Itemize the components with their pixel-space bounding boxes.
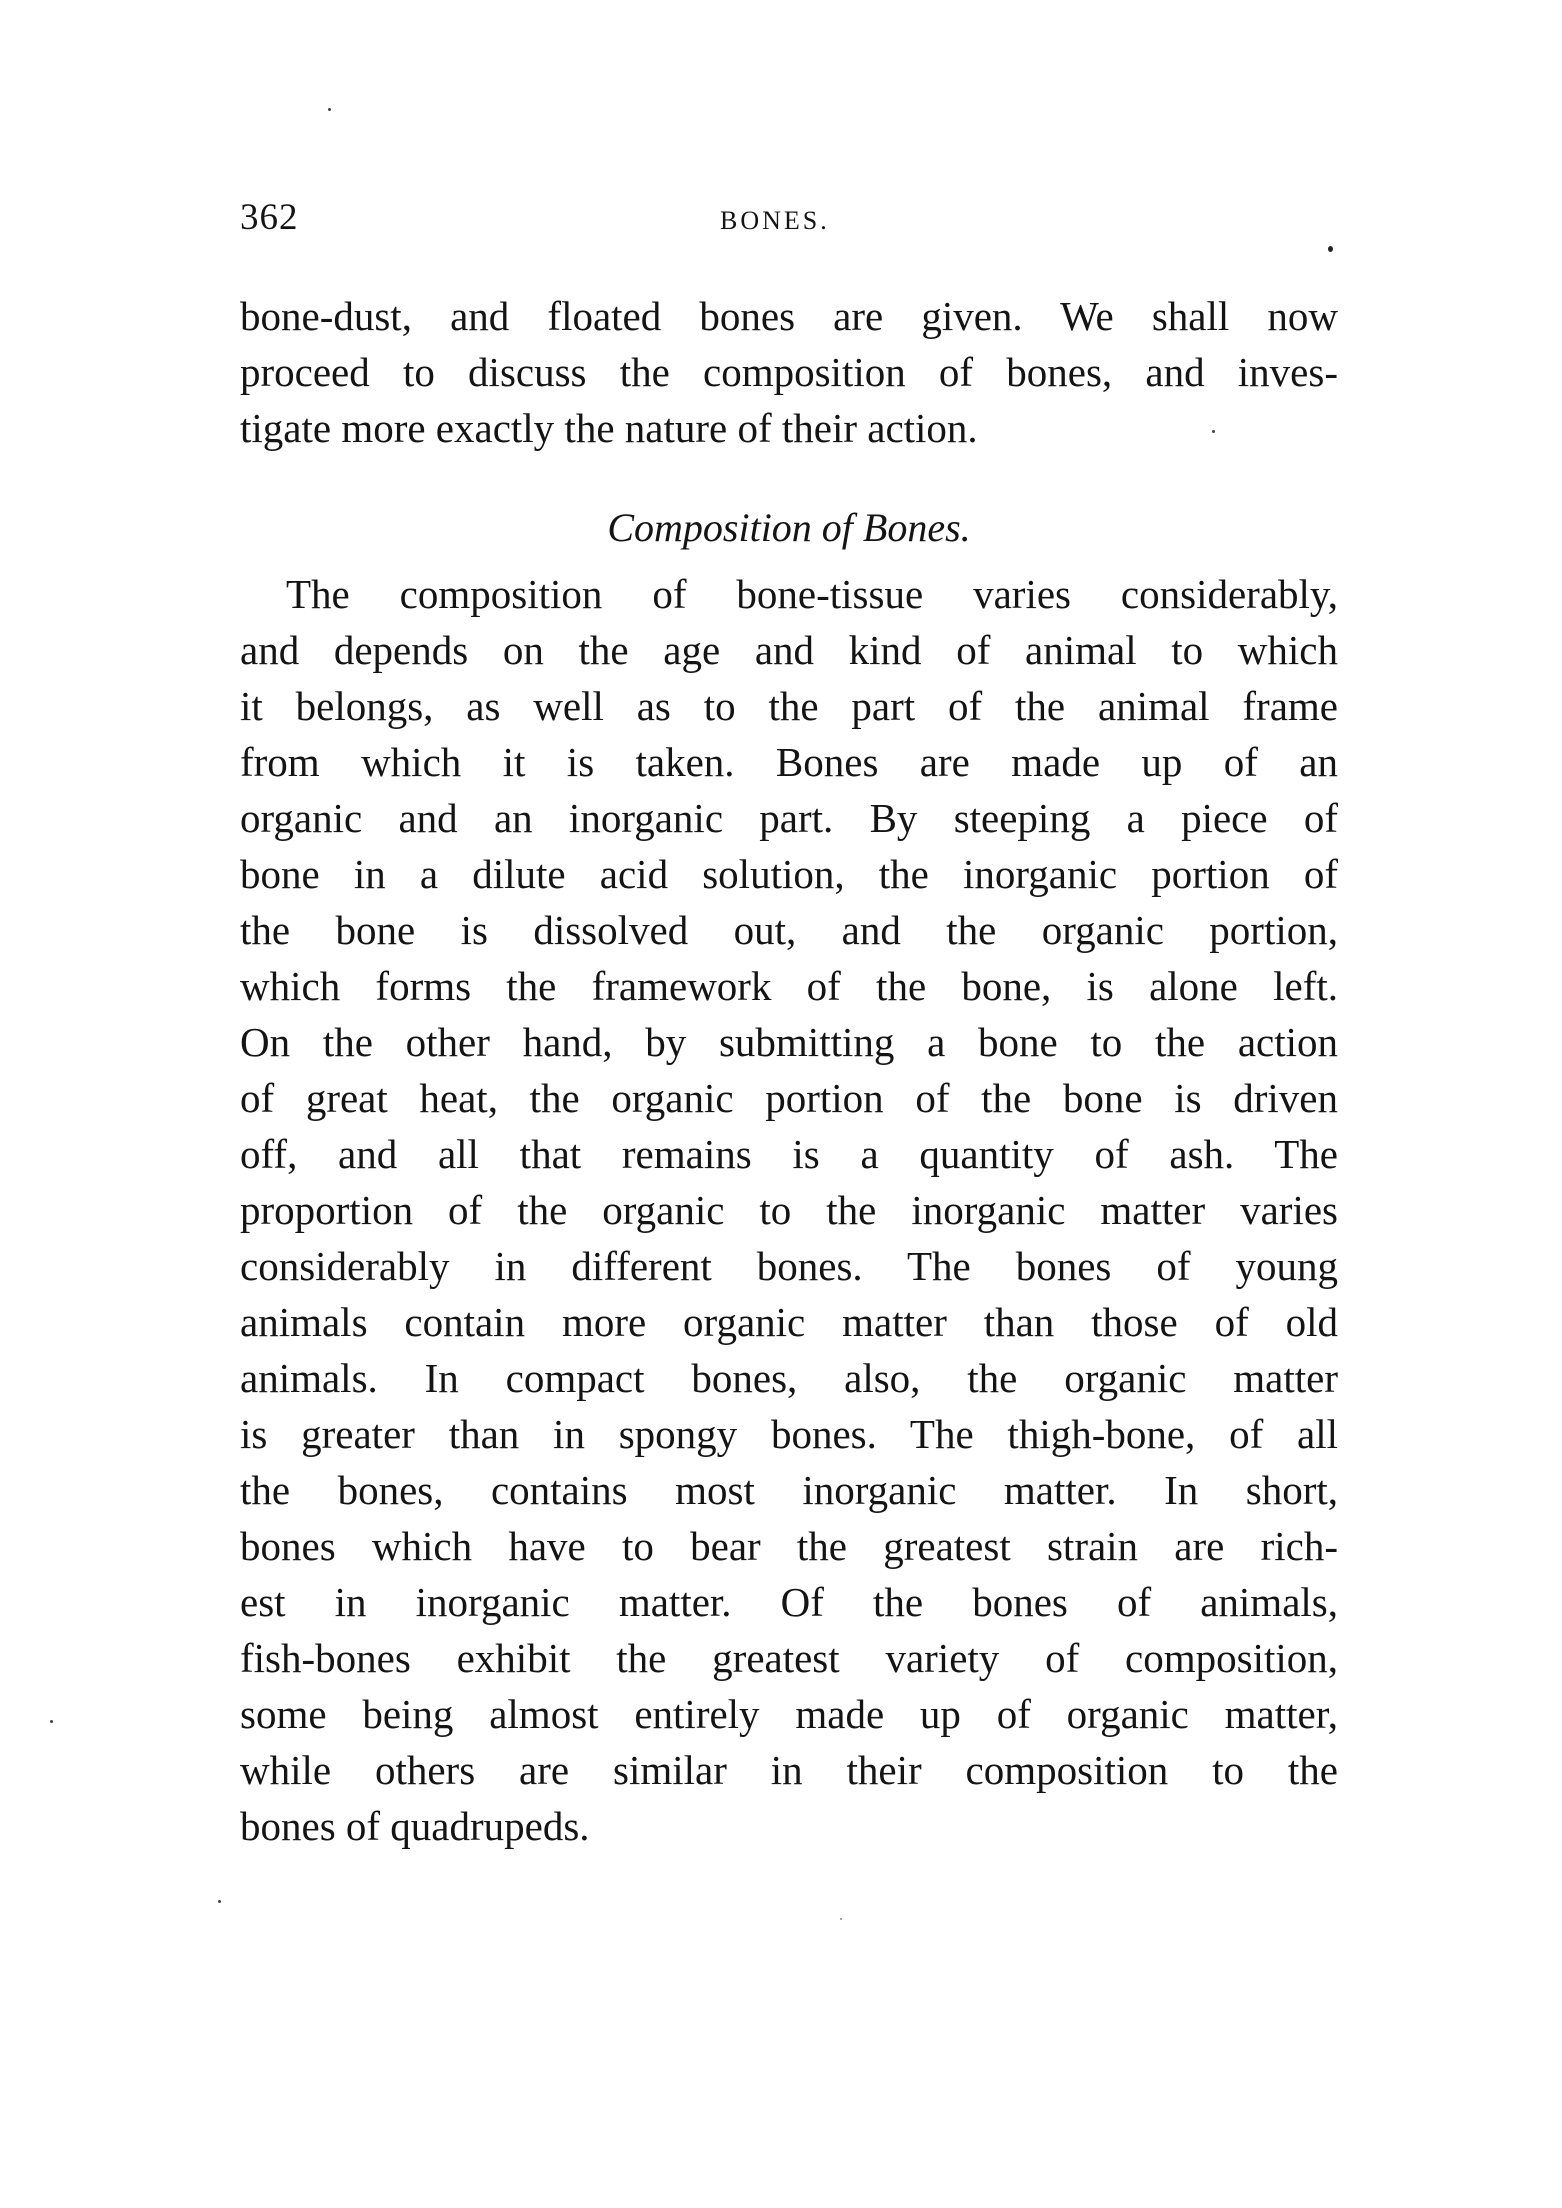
text-line: proceed to discuss the composition of bones, and inves- — [240, 349, 1338, 395]
text-line: off, and all that remains is a quantity of ash. The — [240, 1131, 1338, 1177]
scan-speck — [50, 1720, 53, 1723]
text-line: proportion of the organic to the inorganic matter varies — [240, 1187, 1338, 1233]
text-line: which forms the framework of the bone, is alone left. — [240, 963, 1338, 1009]
page-header — [240, 196, 1340, 256]
body-paragraph — [240, 566, 1338, 1854]
text-line: The composition of bone-tissue varies considerably, — [286, 571, 1338, 617]
text-line: bones which have to bear the greatest strain are rich- — [240, 1523, 1338, 1569]
text-line: organic and an inorganic part. By steeping a piece of — [240, 795, 1338, 841]
scan-speck — [840, 1918, 842, 1920]
text-line: of great heat, the organic portion of the bone is driven — [240, 1075, 1338, 1121]
text-line: it belongs, as well as to the part of the animal frame — [240, 683, 1338, 729]
text-line: bones of quadrupeds. — [240, 1803, 590, 1849]
section-heading: Composition of Bones. — [607, 505, 971, 550]
text-line: fish-bones exhibit the greatest variety of composition, — [240, 1635, 1338, 1681]
scan-speck — [218, 1900, 221, 1903]
scan-speck — [328, 108, 331, 111]
text-line: considerably in different bones. The bones of young — [240, 1243, 1338, 1289]
text-line: and depends on the age and kind of animal to which — [240, 627, 1338, 673]
text-line: bone in a dilute acid solution, the inorganic portion of — [240, 851, 1338, 897]
text-line: while others are similar in their composition to the — [240, 1747, 1338, 1793]
text-line: bone-dust, and floated bones are given. We shall now — [240, 293, 1338, 339]
scan-speck — [1212, 430, 1215, 433]
text-line: On the other hand, by submitting a bone to the action — [240, 1019, 1338, 1065]
running-head: BONES. — [720, 206, 830, 235]
text-line: animals. In compact bones, also, the organic matter — [240, 1355, 1338, 1401]
page-number: 362 — [240, 197, 299, 238]
intro-paragraph — [240, 288, 1338, 456]
text-line: from which it is taken. Bones are made up of an — [240, 739, 1338, 785]
scan-speck — [1328, 246, 1333, 252]
text-line: some being almost entirely made up of organic matter, — [240, 1691, 1338, 1737]
text-line: is greater than in spongy bones. The thigh-bone, of all — [240, 1411, 1338, 1457]
text-line: est in inorganic matter. Of the bones of animals, — [240, 1579, 1338, 1625]
text-line: the bone is dissolved out, and the organic portion, — [240, 907, 1338, 953]
text-line: tigate more exactly the nature of their action. — [240, 405, 978, 451]
text-line: animals contain more organic matter than those of old — [240, 1299, 1338, 1345]
text-line: the bones, contains most inorganic matter. In short, — [240, 1467, 1338, 1513]
